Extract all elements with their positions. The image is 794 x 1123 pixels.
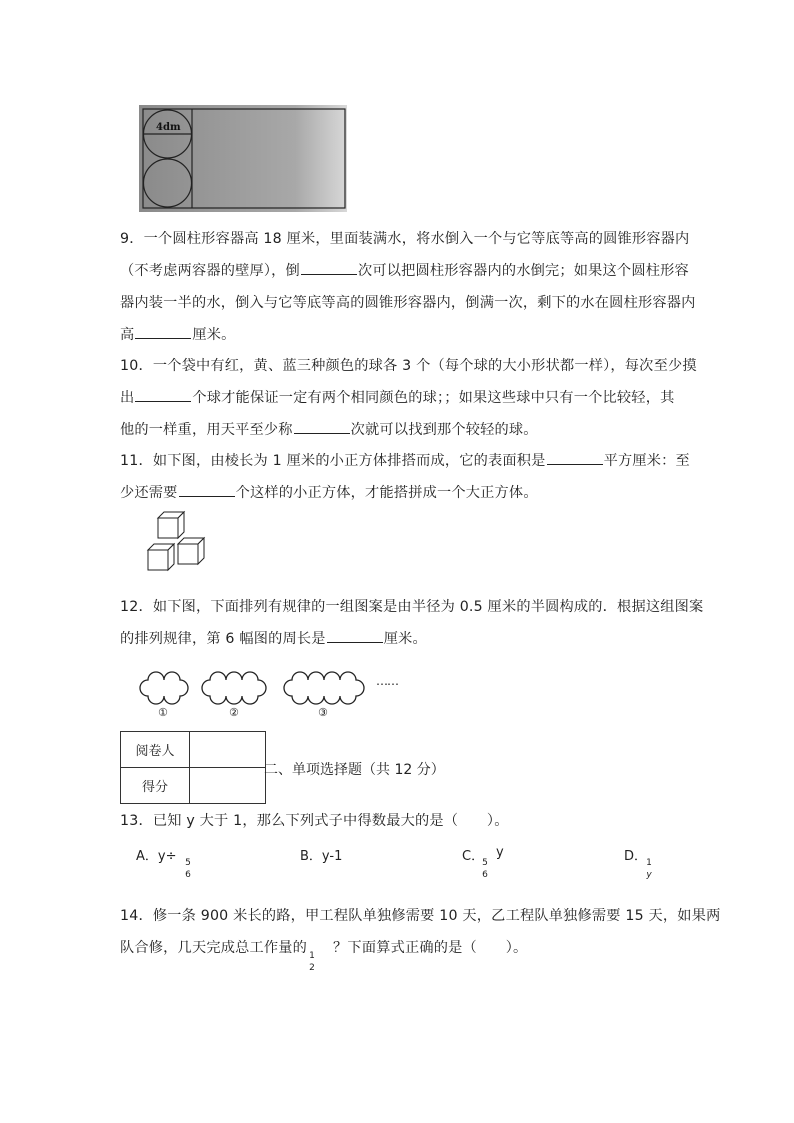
cube-top-front bbox=[158, 518, 178, 538]
cylinder-net-svg bbox=[139, 105, 347, 212]
q11-text-d: 个这样的小正方体，才能搭拼成一个大正方体。 bbox=[235, 485, 538, 501]
q9-text-d: 厘米。 bbox=[192, 327, 236, 343]
q9-text-b: 次可以把圆柱形容器内的水倒完；如果这个圆柱形容 bbox=[357, 263, 689, 279]
reviewer-cell[interactable] bbox=[190, 732, 266, 768]
section-2-title: 二、单项选择题（共 12 分） bbox=[264, 762, 445, 778]
q13-c-tail: y bbox=[496, 845, 504, 860]
q13-option-a[interactable]: A．y÷ bbox=[136, 849, 177, 864]
q14-frac-num: 1 bbox=[309, 951, 315, 961]
score-table-row bbox=[121, 732, 266, 768]
q13-option-b[interactable]: B．y-1 bbox=[300, 849, 343, 864]
q9-line3: 器内装一半的水，倒入与它等底等高的圆锥形容器内，倒满一次，剩下的水在圆柱形容器内 bbox=[120, 295, 696, 311]
q10-blank-2[interactable] bbox=[294, 419, 350, 434]
q13-a-fraction bbox=[182, 857, 194, 881]
q11-line2 bbox=[120, 482, 538, 502]
q9-line4 bbox=[120, 324, 236, 344]
q12-blank-1[interactable] bbox=[327, 628, 383, 643]
q13-option-c[interactable]: C． bbox=[462, 849, 485, 864]
q9-blank-1[interactable] bbox=[301, 260, 357, 275]
cloud-2 bbox=[202, 672, 266, 704]
score-table-row bbox=[121, 768, 266, 804]
cloud-label-2: ② bbox=[229, 706, 239, 719]
q9-blank-2[interactable] bbox=[135, 324, 191, 339]
cubes-svg bbox=[144, 508, 214, 578]
q11-text-c: 少还需要 bbox=[120, 485, 178, 501]
q11-blank-1[interactable] bbox=[547, 450, 603, 465]
q12-line1: 12．如下图，下面排列有规律的一组图案是由半径为 0.5 厘米的半圆构成的．根据这组图案 bbox=[120, 599, 704, 615]
q9-line2 bbox=[120, 260, 689, 280]
q9-line1: 9．一个圆柱形容器高 18 厘米，里面装满水，将水倒入一个与它等底等高的圆锥形容器内 bbox=[120, 231, 690, 247]
q12-text-b: 厘米。 bbox=[383, 631, 427, 647]
score-table bbox=[120, 731, 266, 804]
q13-a-num: 5 bbox=[185, 858, 191, 868]
q14-fraction bbox=[306, 950, 318, 974]
q11-text-a: 11．如下图，由棱长为 1 厘米的小正方体排搭而成，它的表面积是 bbox=[120, 453, 546, 469]
q13-a-den: 6 bbox=[185, 870, 191, 880]
q10-text-d: 次就可以找到那个较轻的球。 bbox=[350, 422, 538, 438]
figure-cubes bbox=[144, 508, 214, 578]
q13-c-num: 5 bbox=[482, 858, 488, 868]
reviewer-label: 阅卷人 bbox=[121, 732, 190, 768]
q13-d-fraction bbox=[643, 857, 655, 881]
q14-line2 bbox=[120, 937, 527, 957]
cloud-1 bbox=[140, 672, 188, 704]
q13-option-d[interactable]: D． bbox=[624, 849, 648, 864]
figure-cylinder-net bbox=[139, 105, 347, 212]
q13-c-fraction bbox=[479, 857, 491, 881]
q13-d-den: y bbox=[646, 870, 652, 880]
q14-line1: 14．修一条 900 米长的路，甲工程队单独修需要 10 天，乙工程队单独修需要 15 天，如果两 bbox=[120, 908, 721, 924]
cube-left-front bbox=[148, 550, 168, 570]
cloud-3 bbox=[284, 672, 364, 704]
cube-right-front bbox=[178, 544, 198, 564]
q10-line2 bbox=[120, 387, 674, 407]
clouds-svg bbox=[138, 656, 408, 724]
score-cell[interactable] bbox=[190, 768, 266, 804]
q11-text-b: 平方厘米：至 bbox=[603, 453, 690, 469]
q14-frac-den: 2 bbox=[309, 963, 315, 973]
cloud-label-1: ① bbox=[158, 706, 168, 719]
q10-line1: 10．一个袋中有红，黄、蓝三种颜色的球各 3 个（每个球的大小形状都一样），每次至少摸 bbox=[120, 358, 697, 374]
q9-text-c: 高 bbox=[120, 327, 135, 343]
q13-stem: 13．已知 y 大于 1，那么下列式子中得数最大的是（ ）。 bbox=[120, 813, 509, 829]
q12-text-a: 的排列规律，第 6 幅图的周长是 bbox=[120, 631, 326, 647]
q10-text-a: 出 bbox=[120, 390, 135, 406]
q13-c-den: 6 bbox=[482, 870, 488, 880]
q9-text-a: （不考虑两容器的壁厚），倒 bbox=[120, 263, 300, 279]
score-label: 得分 bbox=[121, 768, 190, 804]
q12-line2 bbox=[120, 628, 427, 648]
q13-d-num: 1 bbox=[646, 858, 652, 868]
q11-blank-2[interactable] bbox=[179, 482, 235, 497]
q10-text-b: 个球才能保证一定有两个相同颜色的球；；如果这些球中只有一个比较轻，其 bbox=[192, 390, 675, 406]
figure-dim-label: 4dm bbox=[156, 122, 181, 133]
q10-line3 bbox=[120, 419, 538, 439]
cloud-label-3: ③ bbox=[318, 706, 328, 719]
q10-text-c: 他的一样重，用天平至少称 bbox=[120, 422, 293, 438]
figure-clouds bbox=[138, 656, 408, 724]
q14-text-b: ？下面算式正确的是（ ）。 bbox=[333, 940, 528, 956]
clouds-ellipsis: …… bbox=[376, 674, 398, 688]
q11-line1 bbox=[120, 450, 690, 470]
q14-text-a: 队合修，几天完成总工作量的 bbox=[120, 940, 308, 956]
q10-blank-1[interactable] bbox=[135, 387, 191, 402]
